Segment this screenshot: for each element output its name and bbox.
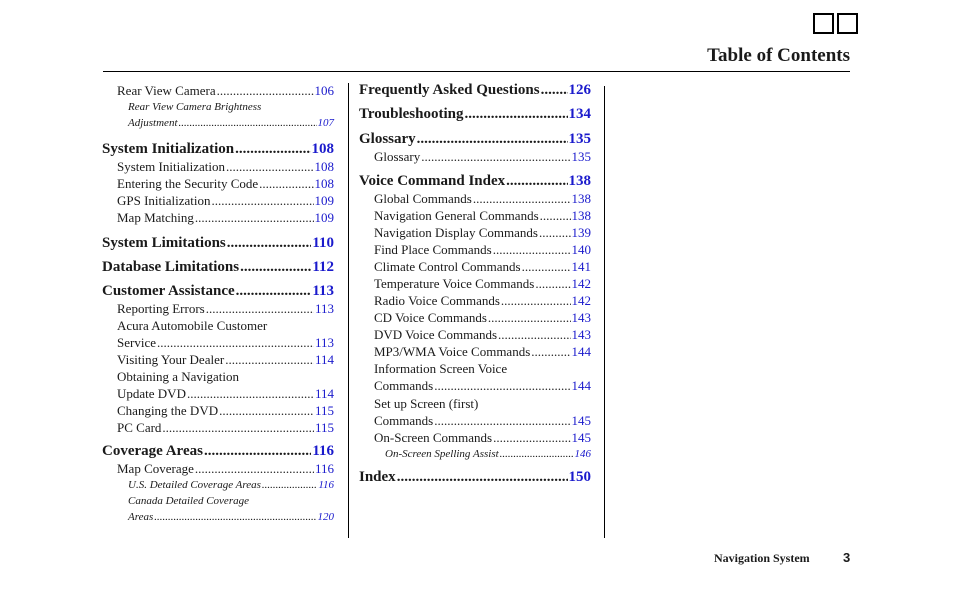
leader-dots — [397, 469, 568, 486]
toc-page-link[interactable]: 108 — [314, 159, 334, 174]
leader-dots — [195, 209, 314, 226]
toc-entry-line — [117, 82, 334, 99]
toc-section-entry[interactable] — [102, 259, 334, 276]
toc-entry-label: Glossary — [359, 131, 416, 147]
toc-entry-label: Glossary — [374, 149, 421, 164]
leader-dots — [219, 402, 314, 419]
toc-page-link[interactable]: 126 — [568, 82, 591, 98]
toc-entry-label: CD Voice Commands — [374, 310, 487, 325]
toc-entry-line — [117, 419, 334, 436]
toc-entry-line — [117, 334, 334, 351]
toc-section-entry[interactable] — [359, 131, 591, 148]
toc-entry-line — [117, 300, 334, 317]
toc-entry[interactable] — [359, 309, 591, 326]
leader-dots — [535, 275, 570, 292]
leader-dots — [434, 412, 570, 429]
toc-column-middle — [359, 82, 591, 486]
toc-entry[interactable] — [359, 395, 591, 429]
toc-entry-label: Database Limitations — [102, 259, 240, 275]
toc-entry-label: System Limitations — [102, 235, 226, 251]
toc-page-link[interactable]: 138 — [571, 191, 591, 206]
toc-entry-label: DVD Voice Commands — [374, 327, 498, 342]
leader-dots — [235, 141, 310, 158]
toc-entry-line — [128, 509, 334, 525]
toc-entry-label: MP3/WMA Voice Commands — [374, 344, 531, 359]
toc-entry-label: Coverage Areas — [102, 443, 203, 459]
corner-box — [813, 13, 834, 34]
toc-entry-line — [128, 115, 334, 131]
toc-entry-line — [117, 351, 334, 368]
toc-page-link[interactable]: 116 — [312, 443, 334, 459]
toc-entry[interactable] — [359, 360, 591, 394]
toc-entry[interactable] — [359, 275, 591, 292]
toc-page-link[interactable]: 141 — [571, 259, 591, 274]
column-divider — [348, 83, 349, 538]
toc-page-link[interactable]: 113 — [314, 335, 334, 350]
toc-section-entry[interactable] — [359, 82, 591, 99]
toc-entry-label: Visiting Your Dealer — [117, 352, 225, 367]
toc-entry-line — [374, 190, 591, 207]
toc-entry-label: Reporting Errors — [117, 301, 205, 316]
leader-dots — [162, 419, 314, 436]
toc-section-entry[interactable] — [102, 443, 334, 460]
toc-entry-line — [374, 224, 591, 241]
header-rule — [103, 71, 850, 72]
footer-page-number: 3 — [843, 550, 851, 565]
leader-dots — [539, 224, 571, 241]
toc-entry-line — [117, 402, 334, 419]
toc-page-link[interactable]: 116 — [318, 479, 334, 491]
toc-entry-line — [374, 377, 591, 394]
leader-dots — [421, 148, 570, 165]
toc-entry-line — [117, 460, 334, 477]
toc-entry-label: Map Matching — [117, 210, 194, 225]
toc-entry-label: Frequently Asked Questions — [359, 82, 540, 98]
leader-dots — [204, 443, 311, 460]
toc-entry-label: System Initialization — [102, 141, 235, 157]
toc-entry-label: Commands — [374, 378, 434, 393]
toc-entry[interactable] — [359, 343, 591, 360]
toc-entry[interactable] — [102, 175, 334, 192]
toc-page-link[interactable]: 142 — [571, 276, 591, 291]
leader-dots — [493, 429, 570, 446]
toc-entry[interactable] — [102, 209, 334, 226]
toc-entry-line — [359, 469, 591, 486]
toc-entry[interactable] — [359, 326, 591, 343]
toc-entry-label: U.S. Detailed Coverage Areas — [128, 479, 261, 491]
leader-dots — [179, 115, 317, 131]
toc-page-link[interactable]: 140 — [571, 242, 591, 257]
leader-dots — [236, 283, 312, 300]
toc-entry-line — [374, 412, 591, 429]
toc-section-entry[interactable] — [359, 106, 591, 123]
toc-page-link[interactable]: 115 — [314, 420, 334, 435]
toc-entry-label: Map Coverage — [117, 461, 194, 476]
leader-dots — [500, 446, 574, 462]
leader-dots — [259, 175, 313, 192]
toc-entry[interactable] — [359, 224, 591, 241]
toc-subtopic-entry[interactable] — [102, 477, 334, 493]
toc-entry[interactable] — [102, 402, 334, 419]
leader-dots — [225, 351, 314, 368]
toc-entry[interactable] — [359, 148, 591, 165]
toc-entry-label: Changing the DVD — [117, 403, 219, 418]
leader-dots — [541, 82, 568, 99]
toc-entry[interactable] — [102, 460, 334, 477]
toc-entry[interactable] — [102, 317, 334, 351]
toc-entry-line — [102, 141, 334, 158]
footer-label: Navigation System — [714, 551, 810, 565]
toc-entry-label: Troubleshooting — [359, 106, 464, 122]
toc-entry-line — [374, 258, 591, 275]
toc-page-link[interactable]: 143 — [571, 310, 591, 325]
column-divider — [604, 86, 605, 538]
corner-marks — [813, 13, 858, 34]
toc-entry-label: PC Card — [117, 420, 162, 435]
toc-entry[interactable] — [102, 82, 334, 99]
toc-page-link[interactable]: 113 — [314, 301, 334, 316]
toc-page-link[interactable]: 142 — [571, 293, 591, 308]
toc-entry-label: Climate Control Commands — [374, 259, 521, 274]
toc-page-link[interactable]: 144 — [571, 344, 591, 359]
toc-entry-label: Voice Command Index — [359, 173, 506, 189]
toc-entry-label: Find Place Commands — [374, 242, 492, 257]
toc-page-link[interactable]: 115 — [314, 403, 334, 418]
toc-page-link[interactable]: 139 — [571, 225, 591, 240]
toc-page-link[interactable]: 108 — [314, 176, 334, 191]
toc-entry-line — [102, 259, 334, 276]
toc-entry-line — [374, 148, 591, 165]
toc-page-link[interactable]: 138 — [568, 173, 591, 189]
toc-section-entry[interactable] — [102, 141, 334, 158]
toc-entry-line — [117, 385, 334, 402]
toc-page-link[interactable]: 134 — [568, 106, 591, 122]
toc-entry[interactable] — [102, 368, 334, 402]
toc-entry-label-line1: Canada Detailed Coverage — [128, 495, 249, 507]
toc-entry-line — [128, 477, 334, 493]
toc-entry-label: Global Commands — [374, 191, 472, 206]
toc-entry-line — [102, 443, 334, 460]
leader-dots — [434, 377, 570, 394]
toc-page-link[interactable]: 110 — [312, 235, 334, 251]
toc-entry-label: Rear View Camera — [117, 83, 216, 98]
toc-column-left — [102, 82, 334, 525]
toc-entry[interactable] — [359, 241, 591, 258]
toc-entry-label: Radio Voice Commands — [374, 293, 500, 308]
leader-dots — [217, 82, 314, 99]
toc-entry-line — [359, 82, 591, 99]
toc-page-link[interactable]: 109 — [314, 193, 334, 208]
toc-entry-label: On-Screen Spelling Assist — [385, 448, 499, 460]
leader-dots — [493, 241, 571, 258]
toc-page-link[interactable]: 116 — [314, 461, 334, 476]
toc-entry-label: Adjustment — [128, 117, 178, 129]
toc-entry-line — [359, 131, 591, 148]
toc-entry-label: Update DVD — [117, 386, 186, 401]
leader-dots — [417, 131, 568, 148]
toc-page-link[interactable]: 120 — [317, 511, 334, 523]
toc-section-entry[interactable] — [359, 469, 591, 486]
toc-page-link[interactable]: 144 — [571, 378, 591, 393]
toc-entry-label: Service — [117, 335, 156, 350]
corner-box — [837, 13, 858, 34]
toc-entry-label: On-Screen Commands — [374, 430, 493, 445]
toc-page-link[interactable]: 143 — [571, 327, 591, 342]
leader-dots — [206, 300, 314, 317]
toc-entry-line — [374, 241, 591, 258]
leader-dots — [473, 190, 571, 207]
toc-page-link[interactable]: 114 — [314, 352, 334, 367]
toc-entry-line — [374, 429, 591, 446]
toc-entry-label: Navigation General Commands — [374, 208, 539, 223]
toc-entry[interactable] — [359, 292, 591, 309]
toc-entry-label: Index — [359, 469, 396, 485]
toc-entry[interactable] — [359, 190, 591, 207]
toc-entry-line — [374, 275, 591, 292]
toc-entry[interactable] — [359, 258, 591, 275]
leader-dots — [195, 460, 314, 477]
toc-entry-line — [117, 209, 334, 226]
toc-page-link[interactable]: 145 — [571, 413, 591, 428]
leader-dots — [506, 173, 567, 190]
toc-entry-label: Navigation Display Commands — [374, 225, 538, 240]
page-title: Table of Contents — [707, 45, 850, 66]
leader-dots — [262, 477, 317, 493]
toc-entry-line — [374, 309, 591, 326]
toc-entry[interactable] — [102, 192, 334, 209]
toc-entry[interactable] — [102, 351, 334, 368]
toc-entry-line — [117, 192, 334, 209]
toc-entry-label-line1: Set up Screen (first) — [374, 396, 479, 411]
leader-dots — [464, 106, 567, 123]
leader-dots — [501, 292, 571, 309]
toc-entry[interactable] — [359, 207, 591, 224]
toc-page-link[interactable]: 145 — [571, 430, 591, 445]
toc-page-link[interactable]: 114 — [314, 386, 334, 401]
toc-entry-line — [102, 235, 334, 252]
toc-entry-line — [102, 283, 334, 300]
leader-dots — [240, 259, 311, 276]
toc-page-link[interactable]: 108 — [311, 141, 334, 157]
toc-entry-line — [374, 207, 591, 224]
toc-entry-label: Entering the Security Code — [117, 176, 259, 191]
toc-section-entry[interactable] — [359, 173, 591, 190]
leader-dots — [154, 509, 316, 525]
toc-section-entry[interactable] — [102, 283, 334, 300]
toc-page-link[interactable]: 135 — [568, 131, 591, 147]
toc-page-link[interactable]: 150 — [568, 469, 591, 485]
leader-dots — [187, 385, 314, 402]
toc-page-link[interactable]: 106 — [314, 83, 334, 98]
toc-entry-label-line1: Obtaining a Navigation — [117, 369, 240, 384]
toc-entry-line — [374, 292, 591, 309]
toc-section-entry[interactable] — [102, 235, 334, 252]
toc-entry-line — [117, 175, 334, 192]
leader-dots — [498, 326, 570, 343]
toc-entry-line — [117, 158, 334, 175]
leader-dots — [522, 258, 571, 275]
toc-page-link[interactable]: 138 — [571, 208, 591, 223]
toc-entry-label: Commands — [374, 413, 434, 428]
toc-entry-line — [385, 446, 591, 462]
toc-entry-line — [374, 343, 591, 360]
toc-entry-line — [359, 106, 591, 123]
toc-entry-label: System Initialization — [117, 159, 225, 174]
toc-entry-label-line1: Rear View Camera Brightness — [128, 101, 262, 113]
leader-dots — [212, 192, 314, 209]
leader-dots — [157, 334, 314, 351]
toc-entry[interactable] — [102, 158, 334, 175]
toc-entry[interactable] — [359, 429, 591, 446]
toc-entry-label: GPS Initialization — [117, 193, 211, 208]
toc-page-link[interactable]: 109 — [314, 210, 334, 225]
toc-entry-label-line1: Acura Automobile Customer — [117, 318, 268, 333]
leader-dots — [531, 343, 570, 360]
toc-entry-line — [374, 326, 591, 343]
toc-subtopic-entry[interactable] — [102, 493, 334, 525]
toc-entry-label: Temperature Voice Commands — [374, 276, 535, 291]
leader-dots — [226, 158, 314, 175]
toc-subtopic-entry[interactable] — [102, 99, 334, 131]
toc-page-link[interactable]: 113 — [312, 283, 334, 299]
toc-page-link[interactable]: 146 — [574, 448, 591, 460]
toc-subtopic-entry[interactable] — [359, 446, 591, 462]
leader-dots — [540, 207, 571, 224]
toc-entry-label: Customer Assistance — [102, 283, 235, 299]
toc-entry[interactable] — [102, 419, 334, 436]
leader-dots — [488, 309, 571, 326]
toc-page-link[interactable]: 135 — [571, 149, 591, 164]
toc-entry-line — [359, 173, 591, 190]
toc-entry-label-line1: Information Screen Voice — [374, 361, 508, 376]
toc-entry[interactable] — [102, 300, 334, 317]
toc-page-link[interactable]: 112 — [312, 259, 334, 275]
toc-page-link[interactable]: 107 — [317, 117, 334, 129]
toc-entry-label: Areas — [128, 511, 154, 523]
leader-dots — [227, 235, 312, 252]
